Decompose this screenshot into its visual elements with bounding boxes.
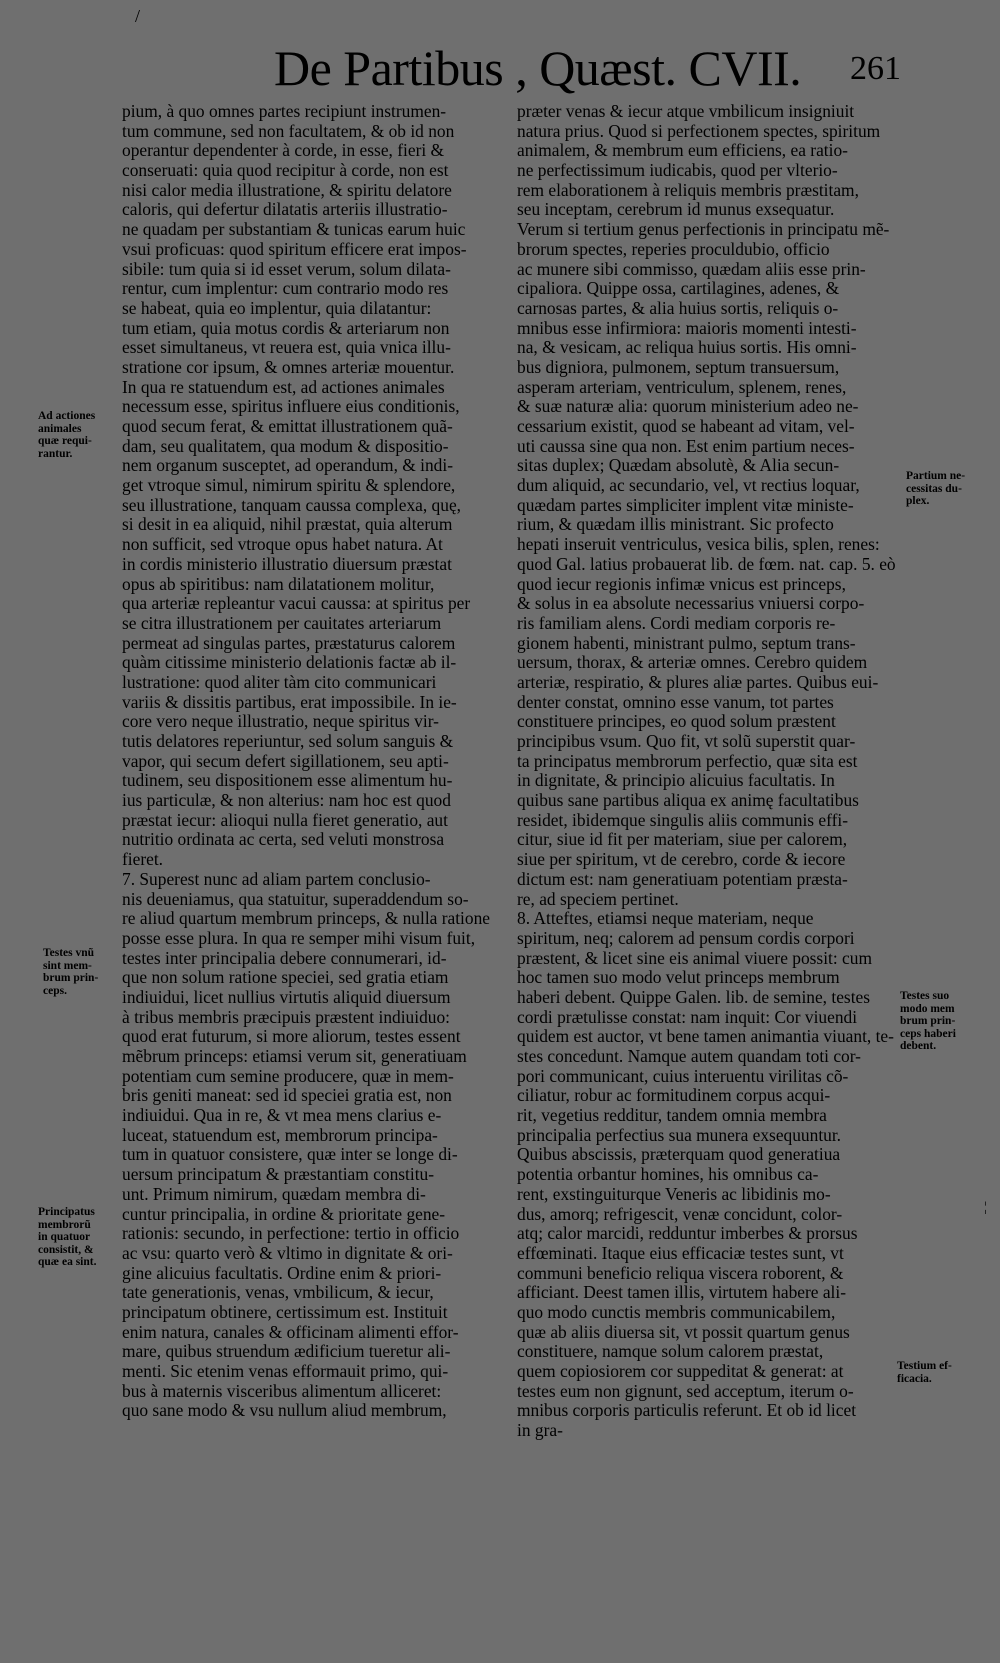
text-line: quo sane modo & vsu nullum aliud membrum, [122, 1401, 447, 1421]
margin-note [900, 990, 956, 1053]
text-line: testes eum non gignunt, sed acceptum, iterum o- [517, 1381, 854, 1401]
margin-note-line: quæ requi- [38, 435, 92, 447]
text-line: ac vsu: quarto verò & vltimo in dignitate & ori- [122, 1243, 453, 1263]
text-line: sitas duplex; Quædam absolutè, & Alia secun- [517, 456, 840, 476]
text-line: luceat, statuendum est, membrorum principa- [122, 1125, 438, 1145]
text-line: cessarium existit, quod se habeant ad vitam, vel- [517, 417, 855, 436]
margin-note [38, 410, 95, 460]
margin-note-line: sint mem- [43, 959, 92, 972]
text-line: quidem est auctor, vt bene tamen animantia viuant, te- [517, 1027, 894, 1047]
margin-note-line: brum prin- [43, 972, 99, 984]
text-line: à tribus membris præcipuis præstent indiuiduo: [122, 1007, 450, 1027]
margin-note-line: Principatus [38, 1206, 95, 1218]
text-line: indiuidui. Qua in re, & vt mea mens clarius e- [122, 1106, 442, 1126]
text-line: brorum spectes, reperies proculdubio, officio [517, 239, 830, 259]
text-line: re aliud quartum membrum princeps, & nulla ratione [122, 909, 490, 929]
margin-note-line: plex. [906, 495, 930, 507]
text-line: qua arteriæ repleantur vacui caussa: at spiritus per [122, 594, 471, 614]
text-line: In qua re statuendum est, ad actiones animales [122, 377, 445, 397]
text-line: carnosas partes, & alia huius sortis, reliquis o- [517, 298, 839, 318]
text-line: dam, seu qualitatem, qua modum & dispositio- [122, 436, 449, 456]
text-line: ciliatur, robur ac formitudinem corpus acqui- [517, 1086, 831, 1106]
text-line: principatum obtinere, certissimum est. Instituit [122, 1302, 448, 1322]
text-line: tum commune, sed non facultatem, & ob id non [122, 121, 455, 141]
text-line: principibus vsum. Quo fit, vt solũ superstit quar- [517, 732, 856, 751]
margin-note-line: animales [38, 422, 82, 435]
text-line: arteriæ, respiratio, & plures aliæ partes. Quibus eui- [517, 672, 879, 692]
text-line: ne perfectissimum iudicabis, quod per vlterio- [517, 161, 838, 181]
text-line: & solus in ea absolute necessarius vniuersi corpo- [517, 594, 865, 614]
text-line: mnibus corporis particulis referunt. Et ob id licet [517, 1401, 857, 1421]
text-line: tum etiam, quia motus cordis & arteriarum non [122, 318, 450, 338]
text-line: rentur, cum implentur: cum contrario modo res [122, 279, 449, 299]
margin-note [38, 1206, 96, 1269]
text-line: core vero neque illustratio, neque spiritus vir- [122, 712, 439, 732]
text-line: fieret. [122, 850, 164, 870]
margin-note [906, 470, 965, 508]
margin-note-line: quæ ea sint. [38, 1256, 97, 1268]
margin-note-line: debent. [900, 1040, 937, 1052]
text-line: quod iecur regionis infimæ vnicus est princeps, [517, 574, 846, 594]
text-line: stes concedunt. Namque autem quandam toti cor- [517, 1047, 861, 1066]
text-line: in gra- [517, 1421, 563, 1441]
text-line: tutis delatores reperiuntur, sed solum sanguis & [122, 732, 454, 751]
text-line: sibile: tum quia si id esset verum, solum dilata- [122, 259, 451, 279]
text-line: quod Gal. latius probauerat lib. de fœm. nat. cap. 5. eò [517, 554, 896, 574]
text-line: non sufficit, sed vtroque opus habet natura. At [122, 535, 443, 555]
margin-note [43, 947, 98, 997]
text-line: quod erat futurum, si more aliorum, testes essent [122, 1027, 461, 1047]
text-line: permeat ad singulas partes, præstaturus calorem [122, 633, 456, 653]
text-line: rit, vegetius redditur, tandem omnia membra [517, 1106, 827, 1126]
text-line: vapor, qui secum defert sigillationem, seu apti- [122, 751, 449, 771]
text-line: opus ab spiritibus: nam dilatationem molitur, [122, 574, 435, 594]
text-line: vsui proficuas: quod spiritum efficere erat impos- [122, 239, 467, 259]
text-line: testes inter principalia debere connumerari, id- [122, 948, 447, 968]
text-line: ta principatus membrorum perfectio, quæ sita est [517, 751, 858, 771]
text-line: seu illustratione, tanquam caussa complexa, quę, [122, 495, 462, 515]
text-line: uti caussa sine qua non. Est enim partium neces- [517, 436, 855, 456]
text-line: rent, exstinguiturque Veneris ac libidinis mo- [517, 1184, 831, 1204]
text-line: esset simultaneus, vt reuera est, quia vnica illu- [122, 338, 451, 358]
text-line: præstent, & licet sine eis animal viuere possit: cum [517, 948, 872, 968]
margin-note-line: membrorũ [38, 1218, 91, 1231]
text-line: Verum si tertium genus perfectionis in principatu mẽ- [517, 220, 890, 240]
text-line: haberi debent. Quippe Galen. lib. de semine, testes [517, 987, 871, 1007]
text-line: denter constat, omnino esse vanum, tot partes [517, 692, 834, 712]
margin-note-line: ceps. [43, 984, 67, 997]
text-line: gine alicuius facultatis. Ordine enim & priori- [122, 1263, 442, 1283]
text-line: quæ ab aliis diuersa sit, vt possit quartum genus [517, 1322, 850, 1342]
text-line: ris familiam alens. Cordi mediam corporis re- [517, 613, 836, 633]
text-line: na, & vesicam, ac reliqua huius sortis. His omni- [517, 338, 857, 358]
text-line: ac munere sibi commisso, quædam aliis esse prin- [517, 259, 866, 279]
text-line: se habeat, quia eo implentur, quia dilatantur: [122, 298, 432, 318]
text-line: constituere principes, eo quod solum præstent [517, 712, 836, 732]
text-line: indiuidui, licet nullius virtutis aliquid diuersum [122, 987, 451, 1007]
margin-note-line: Testium ef- [897, 1360, 952, 1372]
margin-note-line: Testes vnũ [43, 947, 95, 959]
text-line: caloris, qui defertur dilatatis arteriis illustratio- [122, 200, 448, 220]
text-line: quibus sane partibus aliqua ex animę facultatibus [517, 791, 859, 811]
text-line: cuntur principalia, in ordine & prioritate gene- [122, 1204, 446, 1224]
margin-note-line: rantur. [38, 447, 73, 460]
text-line: posse esse plura. In qua re semper mihi visum fuit, [122, 928, 476, 948]
text-line: nisi calor media illustratione, & spiritu delatore [122, 180, 452, 200]
margin-note [897, 1360, 952, 1385]
text-line: Quibus abscissis, præterquam quod generatiua [517, 1145, 841, 1165]
text-line: præstat iecur: alioqui nulla fieret generatio, aut [122, 810, 448, 830]
text-line: pori communicant, cuius interuentu virilitas cõ- [517, 1066, 849, 1086]
page-number: 261 [850, 50, 901, 87]
text-line: nutritio ordinata ac certa, sed veluti monstrosa [122, 830, 445, 850]
text-line: variis & dissitis partibus, erat impossibile. In ie- [122, 692, 457, 712]
left-text-column [122, 102, 504, 1421]
text-line: necessum esse, spiritus influere eius conditionis, [122, 397, 460, 417]
text-line: in dignitate, & principio alicuius facultatis. In [517, 771, 835, 791]
text-line: ius particulæ, & non alterius: nam hoc est quod [122, 791, 451, 811]
text-line: hepati inseruit ventriculus, vesica bilis, splen, renes: [517, 535, 880, 555]
text-line: bris geniti maneat: sed id speciei gratia est, non [122, 1086, 452, 1106]
text-line: mare, quibus struendum ædificium tueretur ali- [122, 1342, 451, 1362]
text-line: stratione cor ipsum, & omnes arteriæ mouentur. [122, 357, 455, 377]
text-line: communi beneficio reliqua viscera roborent, & [517, 1263, 844, 1283]
text-line: atq; calor marcidi, redduntur imberbes & prorsus [517, 1224, 858, 1244]
text-line: tudinem, seu dispositionem esse alimentum hu- [122, 771, 453, 791]
text-line: que non solum ratione speciei, sed gratia etiam [122, 968, 449, 988]
text-line: rium, & quædam illis ministrant. Sic profecto [517, 515, 834, 535]
text-line: citur, siue id fit per materiam, siue per calorem, [517, 830, 848, 850]
text-line: quædam partes simpliciter implent vitæ ministe- [517, 495, 854, 515]
text-line: get vtroque simul, nimirum spiritu & splendore, [122, 476, 456, 496]
text-line: re, ad speciem pertinet. [517, 889, 679, 909]
text-line: unt. Primum nimirum, quædam membra di- [122, 1184, 426, 1204]
text-line: quod secum ferat, & emittat illustrationem quã- [122, 417, 453, 436]
text-line: gionem habenti, ministrant pulmo, septum trans- [517, 633, 856, 653]
running-title: De Partibus , Quæst. CVII. [274, 40, 802, 96]
text-line: rationis: secundo, in perfectione: tertio in officio [122, 1224, 460, 1244]
text-line: animalem, & membrum eum efficiens, ea ratio- [517, 141, 848, 161]
margin-note-line: Testes suo [900, 990, 950, 1002]
right-text-column [517, 102, 901, 1441]
text-line: se citra illustrationem per cauitates arteriarum [122, 613, 442, 633]
text-line: bus à maternis visceribus alimentum alliceret: [122, 1381, 442, 1401]
text-line: asperam arteriam, ventriculum, splenem, renes, [517, 377, 847, 397]
text-line: nis deueniamus, qua statuitur, superaddendum so- [122, 889, 469, 909]
scan-speck: ¦ [984, 1200, 987, 1215]
text-line: spiritum, neq; calorem ad pensum cordis corpori [517, 928, 855, 948]
scan-mark: / [135, 6, 141, 26]
text-line: uersum, thorax, & arteriæ omnes. Cerebro quidem [517, 653, 868, 673]
text-line: nem organum susceptet, ad operandum, & indi- [122, 456, 453, 476]
margin-note-line: ceps haberi [900, 1027, 956, 1040]
text-line: potentiam cum semine producere, quæ in mem- [122, 1066, 454, 1086]
text-line: lustratione: quod aliter tàm cito communicari [122, 672, 437, 692]
text-line: menti. Sic etenim venas efformauit primo, qui- [122, 1362, 449, 1381]
text-line: dum aliquid, ac secundario, vel, vt rectius loquar, [517, 476, 860, 496]
margin-note-line: Ad actiones [38, 410, 96, 422]
text-line: bus digniora, pulmonem, septum transuersum, [517, 357, 840, 377]
text-line: si desit in ea aliquid, nihil præstat, quia alterum [122, 515, 453, 535]
text-line: siue per spiritum, vt de cerebro, corde & iecore [517, 850, 846, 870]
text-line: cipaliora. Quippe ossa, cartilagines, adenes, & [517, 279, 840, 299]
text-line: afficiant. Deest tamen illis, virtutem habere ali- [517, 1283, 847, 1303]
text-line: uersum principatum & præstantiam constitu- [122, 1165, 435, 1185]
text-line: enim natura, canales & officinam alimenti effor- [122, 1322, 459, 1342]
text-line: mnibus esse infirmiora: maioris momenti intesti- [517, 318, 857, 338]
text-line: effœminati. Itaque eius efficaciæ testes sunt, vt [517, 1243, 844, 1263]
text-line: principalia perfectius sua munera exsequuntur. [517, 1125, 842, 1145]
text-line: dus, amorq; refrigescit, venæ concidunt, color- [517, 1204, 843, 1224]
text-line: ne quadam per substantiam & tunicas earum huic [122, 220, 466, 240]
text-line: operantur dependenter à corde, in esse, fieri & [122, 141, 445, 161]
text-line: tum in quatuor consistere, quæ inter se longe di- [122, 1145, 458, 1165]
text-line: quo modo cunctis membris communicabilem, [517, 1302, 836, 1322]
text-line: residet, ibidemque singulis aliis communis effi- [517, 810, 849, 830]
text-line: & suæ naturæ alia: quorum ministerium adeo ne- [517, 397, 859, 417]
text-line: tate generationis, venas, vmbilicum, & iecur, [122, 1283, 434, 1303]
text-line: dictum est: nam generatiuam potentiam præsta- [517, 869, 848, 889]
text-line: in cordis ministerio illustratio diuersum præstat [122, 554, 452, 574]
margin-note-line: Partium ne- [906, 470, 966, 482]
text-line: conseruati: quia quod recipitur à corde, non est [122, 161, 449, 181]
text-line: constituere, namque solum calorem præstat, [517, 1342, 824, 1362]
text-line: rem elaborationem à reliquis membris præstitam, [517, 180, 859, 200]
margin-note-line: in quatuor [38, 1231, 91, 1243]
text-line: 7. Superest nunc ad aliam partem conclusio- [122, 869, 431, 889]
text-line: natura prius. Quod si perfectionem spectes, spiritum [517, 121, 881, 141]
text-line: 8. Atteftes, etiamsi neque materiam, neque [517, 909, 814, 929]
text-line: hoc tamen suo modo velut princeps membrum [517, 968, 840, 988]
margin-note-line: ficacia. [897, 1372, 932, 1385]
text-line: seu inceptam, cerebrum id munus exsequatur. [517, 200, 835, 220]
text-line: pium, à quo omnes partes recipiunt instrumen- [122, 102, 447, 121]
text-line: potentia orbantur homines, his omnibus ca- [517, 1165, 819, 1185]
text-line: quàm citissime ministerio delationis factæ ab il- [122, 653, 457, 673]
margin-note-line: modo mem [900, 1002, 955, 1015]
margin-note-line: consistit, & [38, 1243, 94, 1256]
text-line: cordi prætulisse constat: nam inquit: Cor viuendi [517, 1007, 858, 1027]
text-line: præter venas & iecur atque vmbilicum insigniuit [517, 102, 855, 121]
margin-note-line: brum prin- [900, 1015, 956, 1027]
margin-note-line: cessitas du- [906, 482, 962, 495]
text-line: mẽbrum princeps: etiamsi verum sit, generatiuam [122, 1047, 467, 1066]
text-line: quem copiosiorem cor suppeditat & generat: at [517, 1362, 844, 1381]
